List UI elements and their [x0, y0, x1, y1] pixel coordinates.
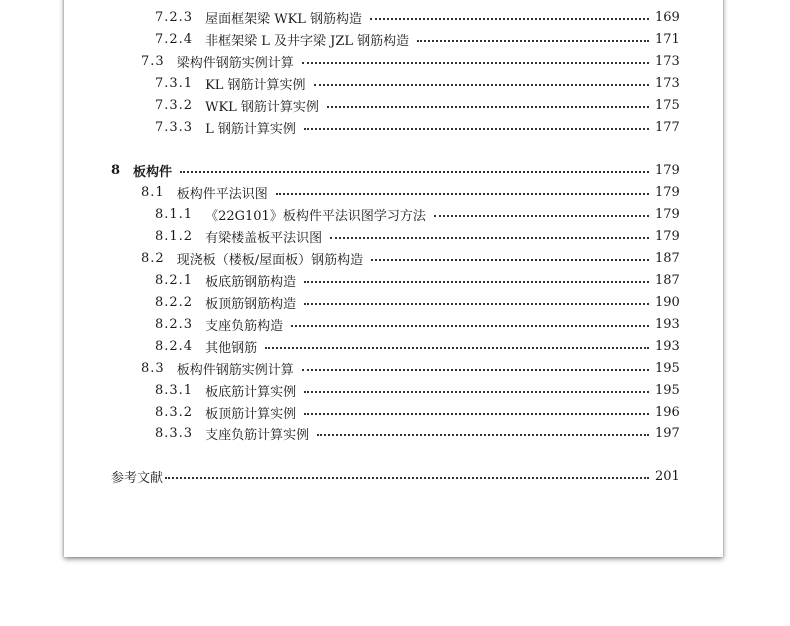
- toc-references[interactable]: [111, 465, 680, 487]
- entry-page: 197: [655, 425, 680, 441]
- entry-number: 8.3.3: [155, 425, 194, 441]
- entry-number: 7.3.1: [155, 75, 194, 91]
- toc-entry[interactable]: [141, 247, 680, 269]
- entry-page: 179: [655, 162, 680, 178]
- entry-number: 7.3.3: [155, 119, 194, 135]
- entry-page: 187: [655, 272, 680, 288]
- toc-entry[interactable]: [155, 72, 680, 94]
- dot-leader: [291, 324, 649, 327]
- dot-leader: [302, 368, 649, 371]
- entry-page: 169: [655, 9, 680, 25]
- toc-entry[interactable]: [141, 181, 680, 203]
- entry-title: 板底筋钢筋构造: [205, 274, 297, 290]
- dot-leader: [330, 236, 649, 239]
- toc-entry[interactable]: [155, 94, 680, 116]
- entry-title: 支座负筋计算实例: [205, 427, 310, 443]
- toc-entry[interactable]: [155, 269, 680, 291]
- entry-title: L 钢筋计算实例: [205, 121, 296, 137]
- entry-page: 179: [655, 206, 680, 222]
- references-title: 参考文献: [111, 470, 164, 486]
- entry-page: 177: [655, 119, 680, 135]
- dot-leader: [304, 412, 649, 415]
- entry-number: 7.2.4: [155, 31, 194, 47]
- entry-number: 8.3.2: [155, 404, 194, 420]
- entry-title: 其他钢筋: [205, 340, 258, 356]
- entry-number: 8.2.2: [155, 294, 194, 310]
- entry-title: [205, 0, 322, 1]
- toc-entry[interactable]: [155, 6, 680, 28]
- entry-page: 193: [655, 316, 680, 332]
- entry-page: 179: [655, 228, 680, 244]
- document-page: [64, 0, 723, 557]
- toc-entry[interactable]: [155, 379, 680, 401]
- entry-page: 196: [655, 404, 680, 420]
- entry-title: WKL 钢筋计算实例: [205, 99, 319, 115]
- dot-leader: [304, 127, 649, 130]
- toc-entry[interactable]: [155, 335, 680, 357]
- entry-title: 板底筋计算实例: [205, 384, 297, 400]
- entry-number: 7.2.3: [155, 9, 194, 25]
- toc-entry[interactable]: [155, 116, 680, 138]
- toc-entry[interactable]: [155, 313, 680, 335]
- toc-entry[interactable]: [141, 50, 680, 72]
- toc-entry[interactable]: [141, 357, 680, 379]
- entry-number: 8.2.4: [155, 338, 194, 354]
- entry-number: 8.2.1: [155, 272, 194, 288]
- entry-title: KL 钢筋计算实例: [205, 77, 306, 93]
- entry-page: 190: [655, 294, 680, 310]
- entry-page: 187: [655, 250, 680, 266]
- entry-title: 现浇板（楼板/屋面板）钢筋构造: [176, 252, 364, 268]
- dot-leader: [302, 61, 649, 64]
- dot-leader: [327, 105, 649, 108]
- entry-number: 7.3: [141, 53, 165, 69]
- dot-leader: [417, 39, 649, 42]
- toc-entry[interactable]: [155, 203, 680, 225]
- dot-leader: [314, 83, 649, 86]
- toc-entry-partial: [155, 0, 677, 2]
- entry-page: 173: [655, 75, 680, 91]
- entry-title: 非框架梁 L 及井字梁 JZL 钢筋构造: [205, 33, 410, 49]
- entry-title: 有梁楼盖板平法识图: [205, 230, 323, 246]
- dot-leader: [371, 258, 649, 261]
- entry-page: 175: [655, 97, 680, 113]
- toc-entry[interactable]: [155, 291, 680, 313]
- entry-title: 支座负筋构造: [205, 318, 284, 334]
- dot-leader: [317, 433, 649, 436]
- entry-number: 8.3.1: [155, 382, 194, 398]
- entry-number: 7.3.2: [155, 97, 194, 113]
- dot-leader: [276, 192, 649, 195]
- entry-number: 8.3: [141, 360, 165, 376]
- chapter-title: 板构件: [133, 164, 173, 180]
- dot-leader: [434, 214, 649, 217]
- dot-leader: [180, 170, 649, 173]
- toc-entry[interactable]: [155, 225, 680, 247]
- toc-chapter[interactable]: [111, 159, 680, 181]
- entry-title: 板顶筋计算实例: [205, 406, 297, 422]
- entry-title: 《22G101》板构件平法识图学习方法: [205, 208, 426, 224]
- dot-leader: [304, 280, 649, 283]
- entry-page: 195: [655, 360, 680, 376]
- entry-page: 173: [655, 53, 680, 69]
- toc-entry[interactable]: [155, 28, 680, 50]
- dot-leader: [304, 390, 649, 393]
- entry-number: 8.2: [141, 250, 165, 266]
- entry-number: 8.1.2: [155, 228, 194, 244]
- dot-leader: [165, 476, 649, 479]
- dot-leader: [304, 302, 649, 305]
- entry-page: 171: [655, 31, 680, 47]
- entry-page: 179: [655, 184, 680, 200]
- entry-number: 8.1.1: [155, 206, 194, 222]
- chapter-number: 8: [111, 162, 122, 178]
- entry-page: 201: [655, 468, 680, 484]
- entry-title: 屋面框架梁 WKL 钢筋构造: [205, 11, 363, 27]
- entry-page: 195: [655, 382, 680, 398]
- entry-title: 板构件平法识图: [176, 186, 268, 202]
- entry-title: 板构件钢筋实例计算: [176, 362, 294, 378]
- dot-leader: [370, 17, 649, 20]
- dot-leader: [265, 346, 649, 349]
- entry-title: 梁构件钢筋实例计算: [176, 55, 294, 71]
- entry-number: 8.1: [141, 184, 165, 200]
- entry-number: 8.2.3: [155, 316, 194, 332]
- entry-page: 193: [655, 338, 680, 354]
- toc-entry[interactable]: [155, 422, 680, 444]
- entry-title: 板顶筋钢筋构造: [205, 296, 297, 312]
- toc-entry[interactable]: [155, 401, 680, 423]
